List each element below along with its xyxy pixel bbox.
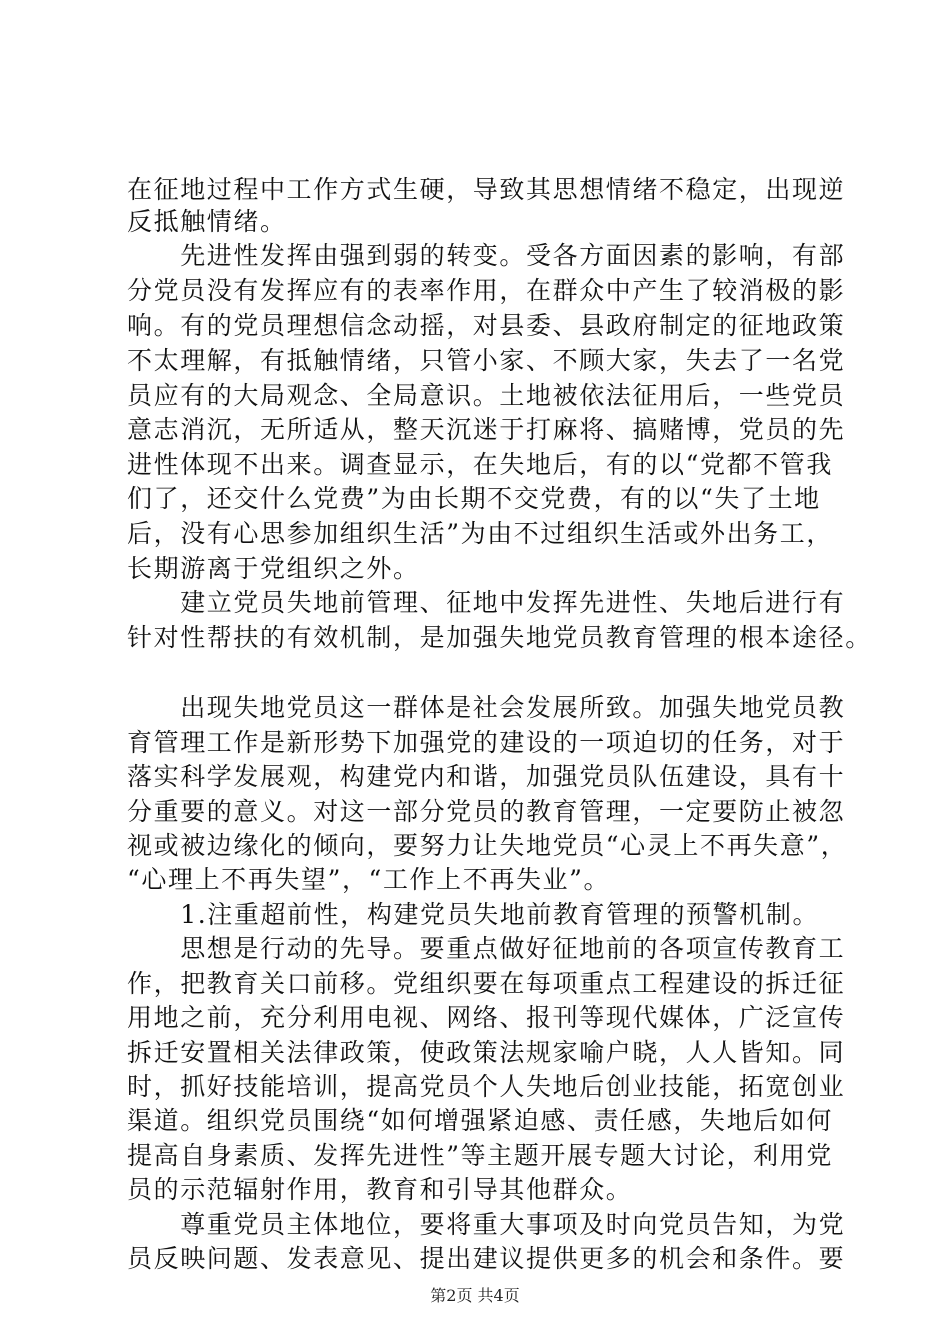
- text-line: 拆迁安置相关法律政策，使政策法规家喻户晓，人人皆知。同: [127, 1038, 846, 1067]
- text-line: 们了，还交什么党费”为由长期不交党费，有的以“失了土地: [127, 484, 821, 513]
- text-line: 在征地过程中工作方式生硬，导致其思想情绪不稳定，出现逆: [127, 175, 846, 204]
- text-line: 响。有的党员理想信念动摇，对县委、县政府制定的征地政策: [127, 311, 846, 340]
- text-line: “心理上不再失望”，“工作上不再失业”。: [127, 865, 611, 894]
- text-line: 不太理解，有抵触情绪，只管小家、不顾大家，失去了一名党: [127, 346, 846, 375]
- text-line: 思想是行动的先导。要重点做好征地前的各项宣传教育工: [127, 934, 846, 963]
- page-number-footer: 第2页 共4页: [430, 1286, 520, 1305]
- text-line: 1.注重超前性，构建党员失地前教育管理的预警机制。: [127, 900, 820, 929]
- text-line: 员的示范辐射作用，教育和引导其他群众。: [127, 1175, 633, 1204]
- text-line: 反抵触情绪。: [127, 207, 287, 236]
- text-line: 意志消沉，无所适从，整天沉迷于打麻将、搞赌博，党员的先: [127, 415, 846, 444]
- text-line: 针对性帮扶的有效机制，是加强失地党员教育管理的根本途径。: [127, 623, 872, 652]
- text-line: 尊重党员主体地位，要将重大事项及时向党员告知，为党: [127, 1210, 846, 1239]
- text-line: 提高自身素质、发挥先进性”等主题开展专题大讨论，利用党: [127, 1141, 833, 1170]
- text-line: 落实科学发展观，构建党内和谐，加强党员队伍建设，具有十: [127, 762, 846, 791]
- text-line: 进性体现不出来。调查显示，在失地后，有的以“党都不管我: [127, 450, 833, 479]
- text-line: 视或被边缘化的倾向，要努力让失地党员“心灵上不再失意”，: [127, 831, 848, 860]
- text-line: 渠道。组织党员围绕“如何增强紧迫感、责任感，失地后如何: [127, 1106, 833, 1135]
- text-line: 作，把教育关口前移。党组织要在每项重点工程建设的拆迁征: [127, 969, 846, 998]
- text-line: 建立党员失地前管理、征地中发挥先进性、失地后进行有: [127, 588, 846, 617]
- text-line: 员反映问题、发表意见、提出建议提供更多的机会和条件。要: [127, 1244, 846, 1273]
- text-line: 用地之前，充分利用电视、网络、报刊等现代媒体，广泛宣传: [127, 1003, 846, 1032]
- text-line: 出现失地党员这一群体是社会发展所致。加强失地党员教: [127, 693, 846, 722]
- text-line: 员应有的大局观念、全局意识。土地被依法征用后，一些党员: [127, 381, 846, 410]
- text-line: 育管理工作是新形势下加强党的建设的一项迫切的任务，对于: [127, 728, 846, 757]
- text-line: 长期游离于党组织之外。: [127, 554, 420, 583]
- text-line: 分重要的意义。对这一部分党员的教育管理，一定要防止被忽: [127, 797, 846, 826]
- text-line: 分党员没有发挥应有的表率作用，在群众中产生了较消极的影: [127, 276, 846, 305]
- text-line: 先进性发挥由强到弱的转变。受各方面因素的影响，有部: [127, 241, 846, 270]
- text-line: 时，抓好技能培训，提高党员个人失地后创业技能，拓宽创业: [127, 1072, 846, 1101]
- text-line: 后，没有心思参加组织生活”为由不过组织生活或外出务工，: [127, 519, 833, 548]
